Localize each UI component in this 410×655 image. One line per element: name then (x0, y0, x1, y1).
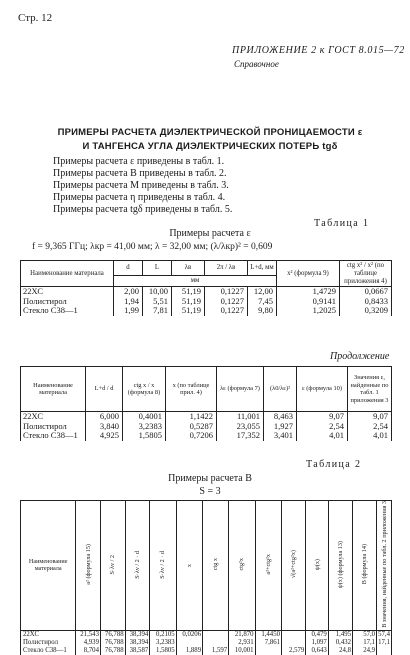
appendix-title: ПРИЛОЖЕНИЕ 2 к ГОСТ 8.015—72 (232, 45, 405, 56)
column-header: x (по таблице прил. 4) (166, 367, 217, 412)
column-header: d (114, 261, 143, 276)
column-header: ε (формула 10) (297, 367, 348, 412)
column-header: ctg x (203, 501, 229, 631)
section-heading-line1: ПРИМЕРЫ РАСЧЕТА ДИЭЛЕКТРИЧЕСКОЙ ПРОНИЦАЕМОСТИ ε (57, 127, 363, 138)
column-header: 2π / λв (205, 261, 248, 276)
table-title: Примеры расчета B (168, 473, 252, 484)
column-header: Наименование материала (21, 367, 86, 412)
column-header: ψ(x) (формула 13) (328, 501, 352, 631)
calculation-parameters: f = 9,365 ГГц; λкр = 41,00 мм; λ = 32,00 мм; (λ/λкр)² = 0,609 (32, 242, 273, 252)
column-header: (λ0/λε)² (264, 367, 297, 412)
column-header: Значения ε, найденные по табл. 1 приложения 3 (348, 367, 392, 412)
table-row: 22ХС 6,000 0,4001 1,1422 11,001 8,463 9,07 9,07 (21, 412, 392, 422)
column-header: λε (формула 7) (217, 367, 264, 412)
column-header: Наименование материала (21, 261, 114, 287)
table-row: Стекло С38—1 4,925 1,5805 0,7206 17,352 3,401 4,01 4,01 (21, 431, 392, 441)
table-row: Стекло С38—1 1,99 7,81 51,19 0,1227 9,80 1,2025 0,3209 (21, 306, 392, 316)
intro-line: Примеры расчета B приведены в табл. 2. (53, 168, 227, 179)
column-header: ctg x / x (формула 8) (123, 367, 166, 412)
column-header: S·λv / 2 · d (125, 501, 150, 631)
column-header: S·λv / 2 · d (150, 501, 176, 631)
table-row: Полистирол 1,94 5,51 51,19 0,1227 7,45 0,9141 0,8433 (21, 297, 392, 307)
column-header: B (формула 14) (353, 501, 377, 631)
column-header: ψ(x) (306, 501, 328, 631)
column-header: L+d, мм (248, 261, 277, 276)
column-header: λв (172, 261, 205, 276)
reference-label: Справочное (234, 59, 279, 69)
column-header: L (143, 261, 172, 276)
table-row: Полистирол 3,840 3,2383 0,5287 23,055 1,927 2,54 2,54 (21, 422, 392, 432)
column-header: L+d / d (86, 367, 123, 412)
column-header: a² (формула 15) (76, 501, 101, 631)
table-1 (20, 260, 392, 316)
table-row: Полистирол 4,939 76,788 38,394 3,2383 2,931 7,861 1,097 0,432 17,1 17,1 (21, 639, 392, 647)
table-2 (20, 500, 392, 655)
table-row: 22ХС 2,00 10,00 51,19 0,1227 12,00 1,4729 0,0667 (21, 287, 392, 297)
intro-line: Примеры расчета tgδ приведены в табл. 5. (53, 204, 233, 215)
column-header: x² (формула 9) (277, 261, 340, 287)
section-heading-line2: И ТАНГЕНСА УГЛА ДИЭЛЕКТРИЧЕСКИХ ПОТЕРЬ tgδ (82, 141, 338, 152)
calculation-parameter: S = 3 (199, 486, 221, 497)
column-header: a²+ctg²x (255, 501, 281, 631)
table-title: Примеры расчета ε (169, 228, 251, 239)
intro-line: Примеры расчета M приведены в табл. 3. (53, 180, 229, 191)
table-1-continuation (20, 366, 392, 441)
page-number: Стр. 12 (18, 12, 53, 24)
table-label: Таблица 2 (306, 459, 362, 470)
column-header: S·λv / 2 (100, 501, 125, 631)
column-header: √(a²+ctg²x) (282, 501, 306, 631)
table-row: Стекло С38—1 8,704 76,788 38,587 1,5805 1,889 1,597 10,001 2,579 0,643 24,8 24,9 (21, 647, 392, 655)
table-label: Таблица 1 (314, 218, 370, 229)
unit-header: мм (114, 276, 277, 287)
column-header: ctg x² / x² (по таблице приложения 4) (340, 261, 392, 287)
intro-line: Примеры расчета η приведены в табл. 4. (53, 192, 226, 203)
column-header: x (176, 501, 202, 631)
column-header: B значения, найденные по табл. 2 приложения 3 (377, 501, 392, 631)
column-header: Наименование материала (21, 501, 76, 631)
column-header: ctg²x (229, 501, 255, 631)
continuation-label: Продолжение (330, 351, 390, 362)
intro-line: Примеры расчета ε приведены в табл. 1. (53, 156, 225, 167)
table-row: 22ХС 21,543 76,788 38,394 0,2105 0,0206 21,870 1,4450 0,479 1,495 57,0 57,4 (21, 630, 392, 639)
